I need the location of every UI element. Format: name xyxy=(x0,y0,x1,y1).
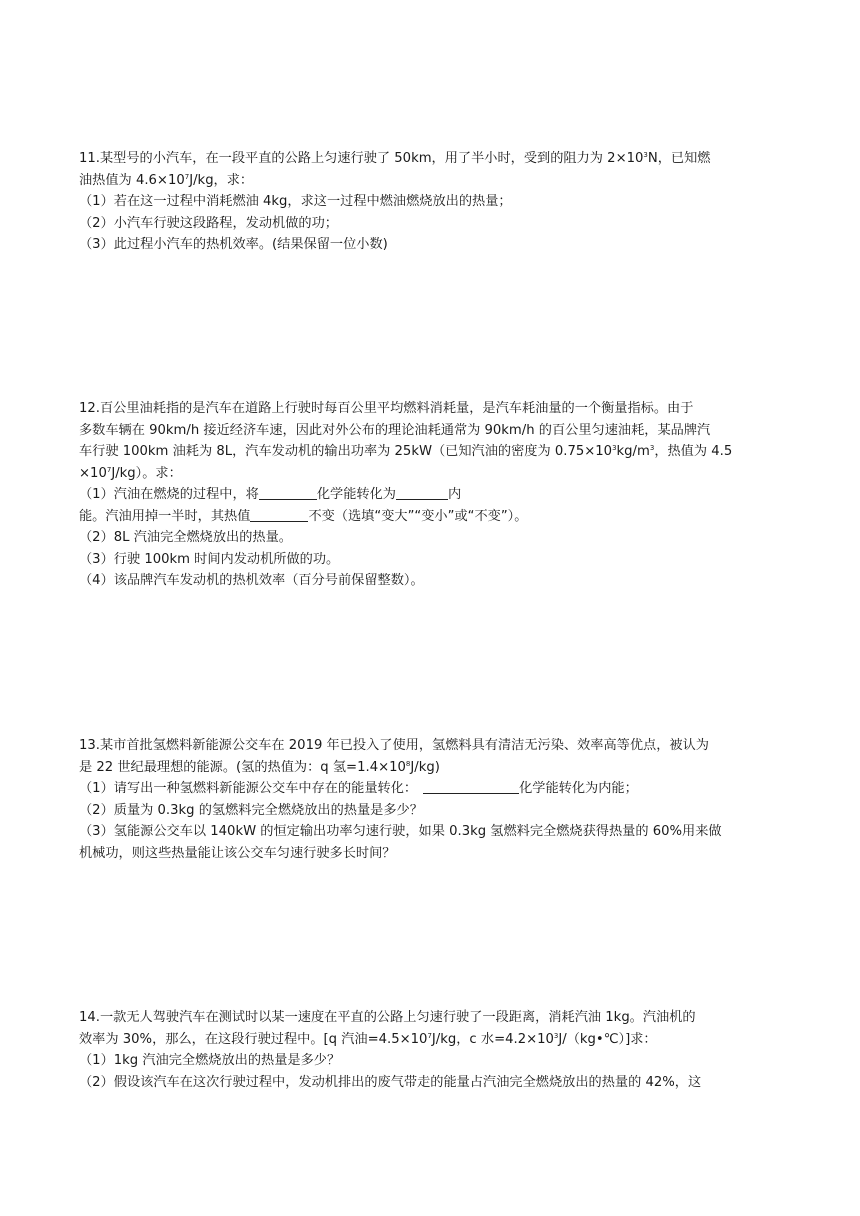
q12-text: kg/m xyxy=(616,444,650,459)
q12-line-3 xyxy=(79,441,782,463)
q11-superscript: 3 xyxy=(643,151,648,159)
q13-text: 是 22 世纪最理想的能源。(氢的热值为：q 氢=1.4×10 xyxy=(79,759,406,775)
q11-part-2: （2）小汽车行驶这段路程，发动机做的功； xyxy=(79,215,338,231)
question-11 xyxy=(79,148,782,256)
q13-part-2: （2）质量为 0.3kg 的氢燃料完全燃烧放出的热量是多少？ xyxy=(79,802,423,818)
q12-text: ，热值为 4.5 xyxy=(654,444,733,459)
q14-part-1: （1）1kg 汽油完全燃烧放出的热量是多少？ xyxy=(79,1053,341,1068)
answer-blank[interactable] xyxy=(259,486,317,500)
q11-line-2 xyxy=(79,170,782,192)
q12-text: 内 xyxy=(447,487,462,502)
q14-superscript: 7 xyxy=(427,1031,432,1040)
q13-text: J/kg) xyxy=(410,759,440,775)
answer-blank[interactable] xyxy=(423,780,519,794)
q12-part-3: （3）行驶 100km 时间内发动机所做的功。 xyxy=(79,551,340,567)
q12-line-1: 12.百公里油耗指的是汽车在道路上行驶时每百公里平均燃料消耗量，是汽车耗油量的一个衡量指标。由于 xyxy=(79,401,694,416)
q14-line-2 xyxy=(79,1029,782,1051)
q12-part-2: （2）8L 汽油完全燃烧放出的热量。 xyxy=(79,530,292,545)
q12-part-1-cont xyxy=(79,506,782,528)
q11-part-3: （3）此过程小汽车的热机效率。(结果保留一位小数) xyxy=(79,237,388,252)
q11-superscript: 7 xyxy=(184,172,190,181)
q14-superscript: 3 xyxy=(553,1031,559,1040)
q12-text: 能。汽油用掉一半时，其热值 xyxy=(79,508,251,524)
question-14 xyxy=(79,1007,782,1093)
q12-part-4: （4）该品牌汽车发动机的热机效率（百分号前保留整数）。 xyxy=(79,573,424,588)
q13-line-1: 13.某市首批氢燃料新能源公交车在 2019 年已投入了使用，氢燃料具有清洁无污染、效率高等优点，被认为 xyxy=(79,738,709,753)
question-13 xyxy=(79,735,782,864)
q13-line-2 xyxy=(79,757,782,779)
q12-text: 化学能转化为 xyxy=(316,487,396,502)
answer-blank[interactable] xyxy=(250,508,308,522)
q14-text: 效率为 30%，那么，在这段行驶过程中。[q 汽油=4.5×10 xyxy=(79,1031,428,1047)
q12-superscript: 3 xyxy=(649,444,655,452)
q14-part-2: （2）假设该汽车在这次行驶过程中，发动机排出的废气带走的能量占汽油完全燃烧放出的热量的 42%，这 xyxy=(79,1074,702,1090)
q14-text: J/kg，c 水=4.2×10 xyxy=(431,1031,554,1047)
q12-text: 车行驶 100km 油耗为 8L，汽车发动机的输出功率为 25kW（已知汽油的密度为 0.75×10 xyxy=(79,444,613,459)
q12-part-1 xyxy=(79,484,782,506)
q12-line-2: 多数车辆在 90km/h 接近经济车速，因此对外公布的理论油耗通常为 90km/h 的百公里匀速油耗，某品牌汽 xyxy=(79,422,711,438)
q13-part-1 xyxy=(79,778,782,800)
q11-text: J/kg，求： xyxy=(189,172,254,188)
q12-text: （1）汽油在燃烧的过程中，将 xyxy=(79,487,259,502)
q11-text: N，已知燃 xyxy=(647,151,711,166)
q14-line-1: 14.一款无人驾驶汽车在测试时以某一速度在平直的公路上匀速行驶了一段距离，消耗汽油 1kg。汽油机的 xyxy=(79,1010,696,1025)
q12-text: J/kg）。求： xyxy=(111,465,182,481)
q12-line-4 xyxy=(79,463,782,485)
q12-superscript: 7 xyxy=(106,465,112,474)
q12-superscript: 3 xyxy=(612,444,617,452)
q13-text: 化学能转化为内能； xyxy=(519,781,638,796)
q11-text: 油热值为 4.6×10 xyxy=(79,172,185,188)
q11-text: 11.某型号的小汽车，在一段平直的公路上匀速行驶了 50km，用了半小时，受到的阻力为 2×10 xyxy=(79,151,644,166)
q14-text: J/（kg•℃）]求： xyxy=(558,1031,657,1047)
answer-blank[interactable] xyxy=(396,486,448,500)
question-12 xyxy=(79,398,782,592)
q11-part-1: （1）若在这一过程中消耗燃油 4kg，求这一过程中燃油燃烧放出的热量； xyxy=(79,194,512,209)
q11-line-1 xyxy=(79,148,782,170)
q12-text: ×10 xyxy=(79,465,107,481)
q13-text: （1）请写出一种氢燃料新能源公交车中存在的能量转化： xyxy=(79,781,418,796)
q13-part-3: （3）氢能源公交车以 140kW 的恒定输出功率匀速行驶，如果 0.3kg 氢燃料完全燃烧获得热量的 60%用来做 xyxy=(79,824,722,839)
q12-text: 不变（选填“变大”“变小”或“不变”）。 xyxy=(308,508,528,524)
q13-superscript: 8 xyxy=(405,759,411,768)
q13-part-3-cont: 机械功，则这些热量能让该公交车匀速行驶多长时间？ xyxy=(79,845,396,861)
